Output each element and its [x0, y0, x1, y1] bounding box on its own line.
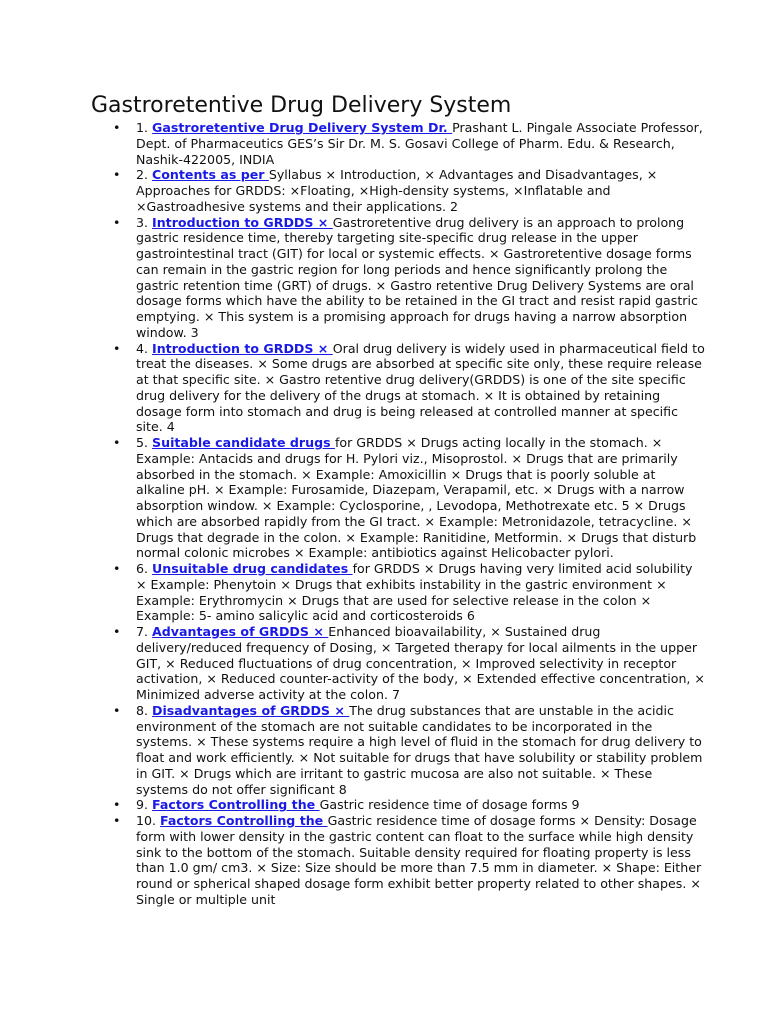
item-number: 4. — [136, 340, 153, 356]
list-item — [113, 624, 706, 703]
slide-link[interactable]: Unsuitable drug candidates — [152, 561, 353, 576]
slide-list — [112, 120, 706, 908]
item-number: 8. — [136, 702, 153, 718]
item-number: 7. — [136, 624, 153, 639]
list-item — [113, 797, 706, 813]
slide-link[interactable]: Factors Controlling the — [152, 797, 320, 813]
item-number: 5. — [136, 435, 153, 450]
list-item — [113, 340, 706, 436]
slide-link[interactable]: Disadvantages of GRDDS × — [152, 702, 350, 718]
page-title: Gastroretentive Drug Delivery System — [91, 93, 512, 118]
item-number: 2. — [136, 167, 153, 183]
slide-link[interactable]: Advantages of GRDDS × — [152, 624, 329, 639]
slide-link[interactable]: Suitable candidate drugs — [152, 435, 335, 450]
bullet-icon: • — [113, 167, 121, 183]
item-text: for GRDDS × Drugs having very limited acid solubility × Example: Phenytoin × Drugs that exhibits instability in the gastric environment × Example: Erythromycin × Drugs that are used for selective release in the colon × Example: 5- amino salicylic acid and corticosteroids 6 — [136, 561, 693, 624]
slide-link[interactable]: Contents as per — [152, 167, 269, 183]
list-item — [113, 813, 706, 908]
item-text: Prashant L. Pingale Associate Professor, Dept. of Pharmaceutics GES’s Sir Dr. M. S. Gosavi College of Pharm. Edu. & Research, Nashik-422005, INDIA — [136, 120, 703, 167]
item-number: 10. — [136, 813, 161, 828]
bullet-icon: • — [113, 624, 121, 639]
item-text: Oral drug delivery is widely used in pharmaceutical field to treat the diseases. × Some drugs are absorbed at specific site only, these require release at that specific site. × Gastro retentive drug delivery(GRDDS) is one of the site specific drug delivery for the delivery of the drugs at stomach. × It is obtained by retaining dosage form into stomach and drug is being released at controlled manner at specific site. 4 — [136, 340, 705, 435]
list-item — [113, 167, 706, 214]
bullet-icon: • — [113, 340, 121, 356]
item-text: The drug substances that are unstable in the acidic environment of the stomach are not suitable candidates to be incorporated in the systems. × These systems require a high level of fluid in the stomach for drug delivery to float and work efficiently. × Not suitable for drugs that have solubility or stability problem in GIT. × Drugs which are irritant to gastric mucosa are also not suitable. × These systems do not offer significant 8 — [136, 702, 703, 797]
list-item — [113, 435, 706, 561]
bullet-icon: • — [113, 214, 121, 230]
item-number: 1. — [136, 120, 153, 135]
bullet-icon: • — [113, 797, 121, 813]
bullet-icon: • — [113, 813, 121, 828]
item-text: Gastric residence time of dosage forms × Density: Dosage form with lower density in the gastric content can float to the surface while high density sink to the bottom of the stomach. Suitable density required for floating property is less than 1.0 gm/ cm3. × Size: Size should be more than 7.5 mm in diameter. × Shape: Either round or spherical shaped dosage form exhibit better property related to other shapes. × Single or multiple unit — [136, 813, 702, 907]
item-text: Enhanced bioavailability, × Sustained drug delivery/reduced frequency of Dosing, × Targeted therapy for local ailments in the upper GIT, × Reduced fluctuations of drug concentration, × Improved selectivity in receptor activation, × Reduced counter-activity of the body, × Extended effective concentration, × Minimized adverse activity at the colon. 7 — [136, 624, 705, 702]
list-item — [113, 120, 706, 167]
list-item — [113, 702, 706, 798]
item-text: for GRDDS × Drugs acting locally in the stomach. × Example: Antacids and drugs for H. Pylori viz., Misoprostol. × Drugs that are primarily absorbed in the stomach. × Example: Amoxicillin × Drugs that is poorly soluble at alkaline pH. × Example: Furosamide, Diazepam, Verapamil, etc. × Drugs with a narrow absorption window. × Example: Cyclosporine, , Levodopa, Methotrexate etc. 5 × Drugs which are absorbed rapidly from the GI tract. × Example: Metronidazole, tetracycline. × Drugs that degrade in the colon. × Example: Ranitidine, Metformin. × Drugs that disturb normal colonic microbes × Example: antibiotics against Helicobacter pylori. — [136, 435, 697, 561]
bullet-icon: • — [113, 435, 121, 450]
slide-link[interactable]: Introduction to GRDDS × — [152, 214, 333, 230]
item-text: Gastroretentive drug delivery is an approach to prolong gastric residence time, thereby targeting site-specific drug release in the upper gastrointestinal tract (GIT) for local or systemic effects. × Gastroretentive dosage forms can remain in the gastric region for long periods and hence significantly prolong the gastric retention time (GRT) of drugs. × Gastro retentive Drug Delivery Systems are oral dosage forms which have the ability to be retained in the GI tract and resist rapid gastric emptying. × This system is a promising approach for drugs having a narrow absorption window. 3 — [136, 214, 698, 340]
bullet-icon: • — [113, 702, 121, 718]
bullet-icon: • — [113, 120, 121, 135]
item-text: Syllabus × Introduction, × Advantages and Disadvantages, × Approaches for GRDDS: ×Floating, ×High-density systems, ×Inflatable and ×Gastroadhesive systems and their applications. 2 — [136, 167, 658, 214]
item-text: Gastric residence time of dosage forms 9 — [319, 797, 580, 813]
list-item — [113, 214, 706, 341]
slide-link[interactable]: Factors Controlling the — [160, 813, 328, 828]
list-item — [113, 561, 706, 624]
slide-link[interactable]: Gastroretentive Drug Delivery System Dr. — [152, 120, 453, 135]
item-number: 6. — [136, 561, 153, 576]
slide-link[interactable]: Introduction to GRDDS × — [152, 340, 333, 356]
bullet-icon: • — [113, 561, 121, 576]
item-number: 3. — [136, 214, 153, 230]
item-number: 9. — [136, 797, 153, 813]
